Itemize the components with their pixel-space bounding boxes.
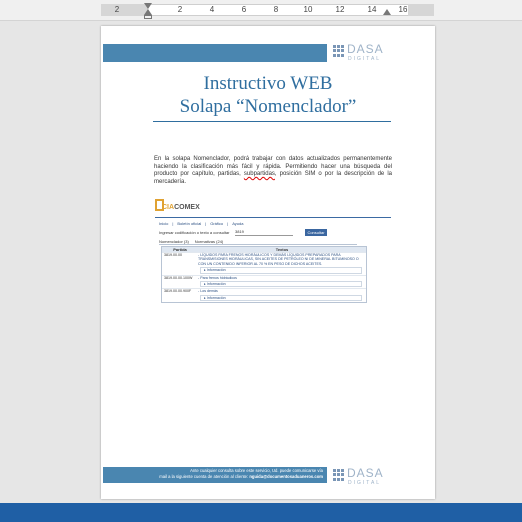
page-title-line1: Instructivo WEB bbox=[203, 73, 333, 94]
row-info: ▸ Información bbox=[200, 267, 362, 273]
table-row bbox=[162, 252, 366, 275]
table-row bbox=[162, 288, 366, 302]
ruler-number: 2 bbox=[114, 5, 120, 14]
nav-separator: | bbox=[172, 221, 174, 226]
document-page[interactable] bbox=[101, 26, 435, 499]
logo-comex: COMEX bbox=[174, 204, 200, 211]
nav-ayuda: Ayuda bbox=[232, 221, 244, 226]
header-band bbox=[103, 44, 327, 62]
table-row bbox=[162, 275, 366, 289]
ruler-number: 6 bbox=[241, 5, 247, 14]
nav-boletin: Boletín oficial bbox=[177, 221, 202, 226]
tab-normativas: Normativas (24) bbox=[194, 239, 224, 244]
intro-paragraph bbox=[154, 156, 392, 186]
ruler-number: 8 bbox=[273, 5, 279, 14]
ciacomex-logo bbox=[155, 196, 200, 218]
logo-grid-icon bbox=[333, 469, 344, 481]
ruler-left-margin bbox=[101, 4, 148, 16]
logo-name: DASA bbox=[347, 466, 384, 480]
header-textos: Textos bbox=[275, 247, 289, 252]
query-label: Ingresar codificación o texto a consultar bbox=[159, 230, 230, 235]
nomenclador-table bbox=[161, 246, 367, 303]
nav-divider bbox=[155, 217, 391, 218]
page-title-line2: Solapa “Nomenclador” bbox=[179, 96, 357, 117]
embedded-screenshot[interactable] bbox=[155, 196, 391, 300]
footer-text bbox=[105, 468, 323, 480]
row-info: ▸ Información bbox=[200, 295, 362, 301]
row-code: 3819.00.00.100W bbox=[164, 275, 193, 280]
row-text: - Para frenos hidráulicos bbox=[198, 275, 237, 280]
nav-grafico: Gráfico bbox=[210, 221, 224, 226]
nav-separator: | bbox=[227, 221, 229, 226]
paragraph-text-start: En la solapa Nomenclador, podrá trabajar con datos actualizados permanentemente haciendo la clasificación más fácil y rápida. Permitiendo hacer una búsqueda del producto por capítulo, partidas, bbox=[154, 156, 392, 178]
nav-separator: | bbox=[205, 221, 207, 226]
logo-tagline: DIGITAL bbox=[348, 480, 382, 486]
consultar-button: Consultar bbox=[305, 229, 327, 236]
dasa-logo bbox=[333, 43, 393, 65]
tab-nomenclador: Nomenclador (3) bbox=[159, 239, 189, 244]
left-indent-marker[interactable] bbox=[144, 15, 152, 19]
paragraph-text-end: , posición SIM o por la descripción de la mercadería. bbox=[154, 171, 392, 185]
footer-email: nguida@documentosaduaneros.com bbox=[249, 474, 323, 479]
footer-line2: mail a la siguiente cuenta de atención al cliente: bbox=[159, 474, 250, 479]
ruler-number: 12 bbox=[335, 5, 345, 14]
misspelled-word[interactable]: subpartidas bbox=[243, 171, 275, 178]
ruler-number: 16 bbox=[398, 5, 408, 14]
title-underline bbox=[153, 121, 391, 122]
nav-inicio: Inicio bbox=[159, 221, 169, 226]
row-info: ▸ Información bbox=[200, 281, 362, 287]
ruler-number: 14 bbox=[367, 5, 377, 14]
horizontal-ruler[interactable] bbox=[0, 0, 522, 21]
row-code: 3819.00.00 bbox=[164, 253, 182, 257]
row-code: 3819.00.00.900F bbox=[164, 289, 192, 294]
logo-name: DASA bbox=[347, 42, 384, 56]
logo-tagline: DIGITAL bbox=[348, 56, 382, 62]
header-partida: Partida bbox=[173, 247, 187, 252]
ruler-number: 10 bbox=[303, 5, 313, 14]
row-text: - Los demás bbox=[198, 289, 218, 294]
logo-cia: CIA bbox=[162, 204, 175, 211]
query-input: 3819 bbox=[235, 229, 293, 236]
right-indent-marker[interactable] bbox=[383, 9, 391, 15]
table-header bbox=[162, 247, 366, 252]
footer-line1: Ante cualquier consulta sobre este servicio, Ud. puede comunicarse vía bbox=[190, 468, 323, 473]
tabs-divider bbox=[159, 244, 357, 245]
logo-grid-icon bbox=[333, 45, 344, 57]
ruler-number: 4 bbox=[209, 5, 215, 14]
footer-dasa-logo bbox=[333, 467, 393, 489]
taskbar[interactable] bbox=[0, 503, 522, 522]
ruler-right-margin bbox=[408, 4, 434, 16]
row-text: - LÍQUIDOS PARA FRENOS HIDRÁULICOS Y DEMÁS LÍQUIDOS PREPARADOS PARA TRANSMISIONES HIDRÁULICAS, SIN ACEITES DE PETRÓLEO NI DE MINERAL BITUMINOSO O CON UN CONTENIDO INFERIOR AL 70 % EN PESO DE DICHOS ACEITES. bbox=[198, 253, 359, 266]
embedded-nav bbox=[159, 221, 247, 226]
ruler-number: 2 bbox=[177, 5, 183, 14]
